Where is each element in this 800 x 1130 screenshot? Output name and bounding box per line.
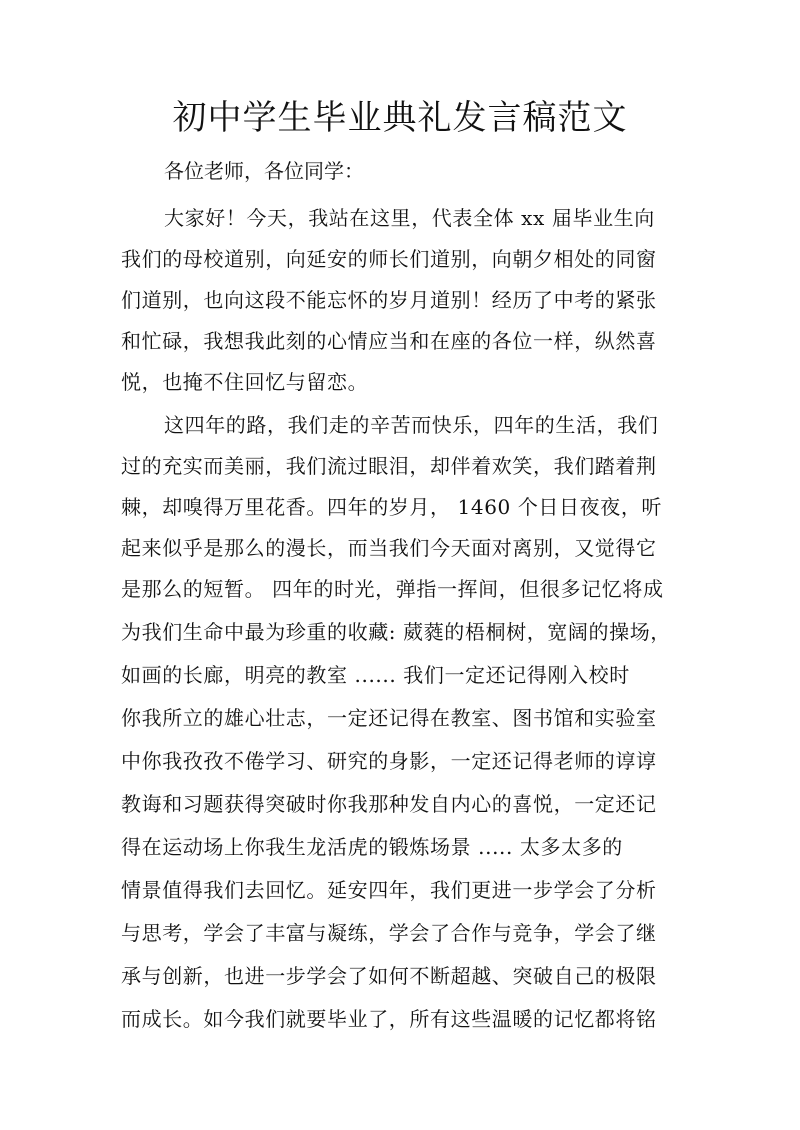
paragraph-line: 承与创新，也进一步学会了如何不断超越、突破自己的极限: [121, 964, 657, 988]
paragraph-line: 情景值得我们去回忆。延安四年，我们更进一步学会了分析: [121, 878, 657, 902]
salutation: 各位老师，各位同学：: [164, 159, 364, 183]
paragraph-line: 而成长。如今我们就要毕业了，所有这些温暖的记忆都将铭: [121, 1007, 657, 1031]
paragraph-line: 为我们生命中最为珍重的收藏: 葳蕤的梧桐树，宽阔的操场，: [121, 620, 671, 644]
paragraph-line: 与思考，学会了丰富与凝练，学会了合作与竞争，学会了继: [121, 921, 657, 945]
paragraph-line: 棘，却嗅得万里花香。四年的岁月， 1460 个日日夜夜，听: [121, 495, 663, 519]
paragraph-line: 大家好！今天，我站在这里，代表全体 xx 届毕业生向: [164, 206, 655, 230]
paragraph-line: 你我所立的雄心壮志，一定还记得在教室、图书馆和实验室: [121, 706, 657, 730]
paragraph-line: 我们的母校道别，向延安的师长们道别，向朝夕相处的同窗: [121, 247, 657, 271]
paragraph-line: 是那么的短暂。 四年的时光，弹指一挥间，但很多记忆将成: [121, 577, 664, 601]
paragraph-line: 悦，也掩不住回忆与留恋。: [121, 370, 369, 394]
paragraph-line: 教诲和习题获得突破时你我那种发自内心的喜悦，一定还记: [121, 792, 657, 816]
paragraph-line: 这四年的路，我们走的辛苦而快乐，四年的生活，我们: [164, 413, 659, 437]
paragraph-line: 得在运动场上你我生龙活虎的锻炼场景 ..... 太多太多的: [121, 835, 623, 859]
paragraph-line: 和忙碌，我想我此刻的心情应当和在座的各位一样，纵然喜: [121, 329, 657, 353]
paragraph-line: 中你我孜孜不倦学习、研究的身影，一定还记得老师的谆谆: [121, 749, 657, 773]
paragraph-line: 过的充实而美丽，我们流过眼泪，却伴着欢笑，我们踏着荆: [121, 454, 657, 478]
document-title: 初中学生毕业典礼发言稿范文: [172, 98, 628, 138]
paragraph-line: 如画的长廊，明亮的教室 ...... 我们一定还记得刚入校时: [121, 663, 630, 687]
paragraph-line: 们道别，也向这段不能忘怀的岁月道别！经历了中考的紧张: [121, 288, 657, 312]
paragraph-line: 起来似乎是那么的漫长，而当我们今天面对离别，又觉得它: [121, 536, 657, 560]
